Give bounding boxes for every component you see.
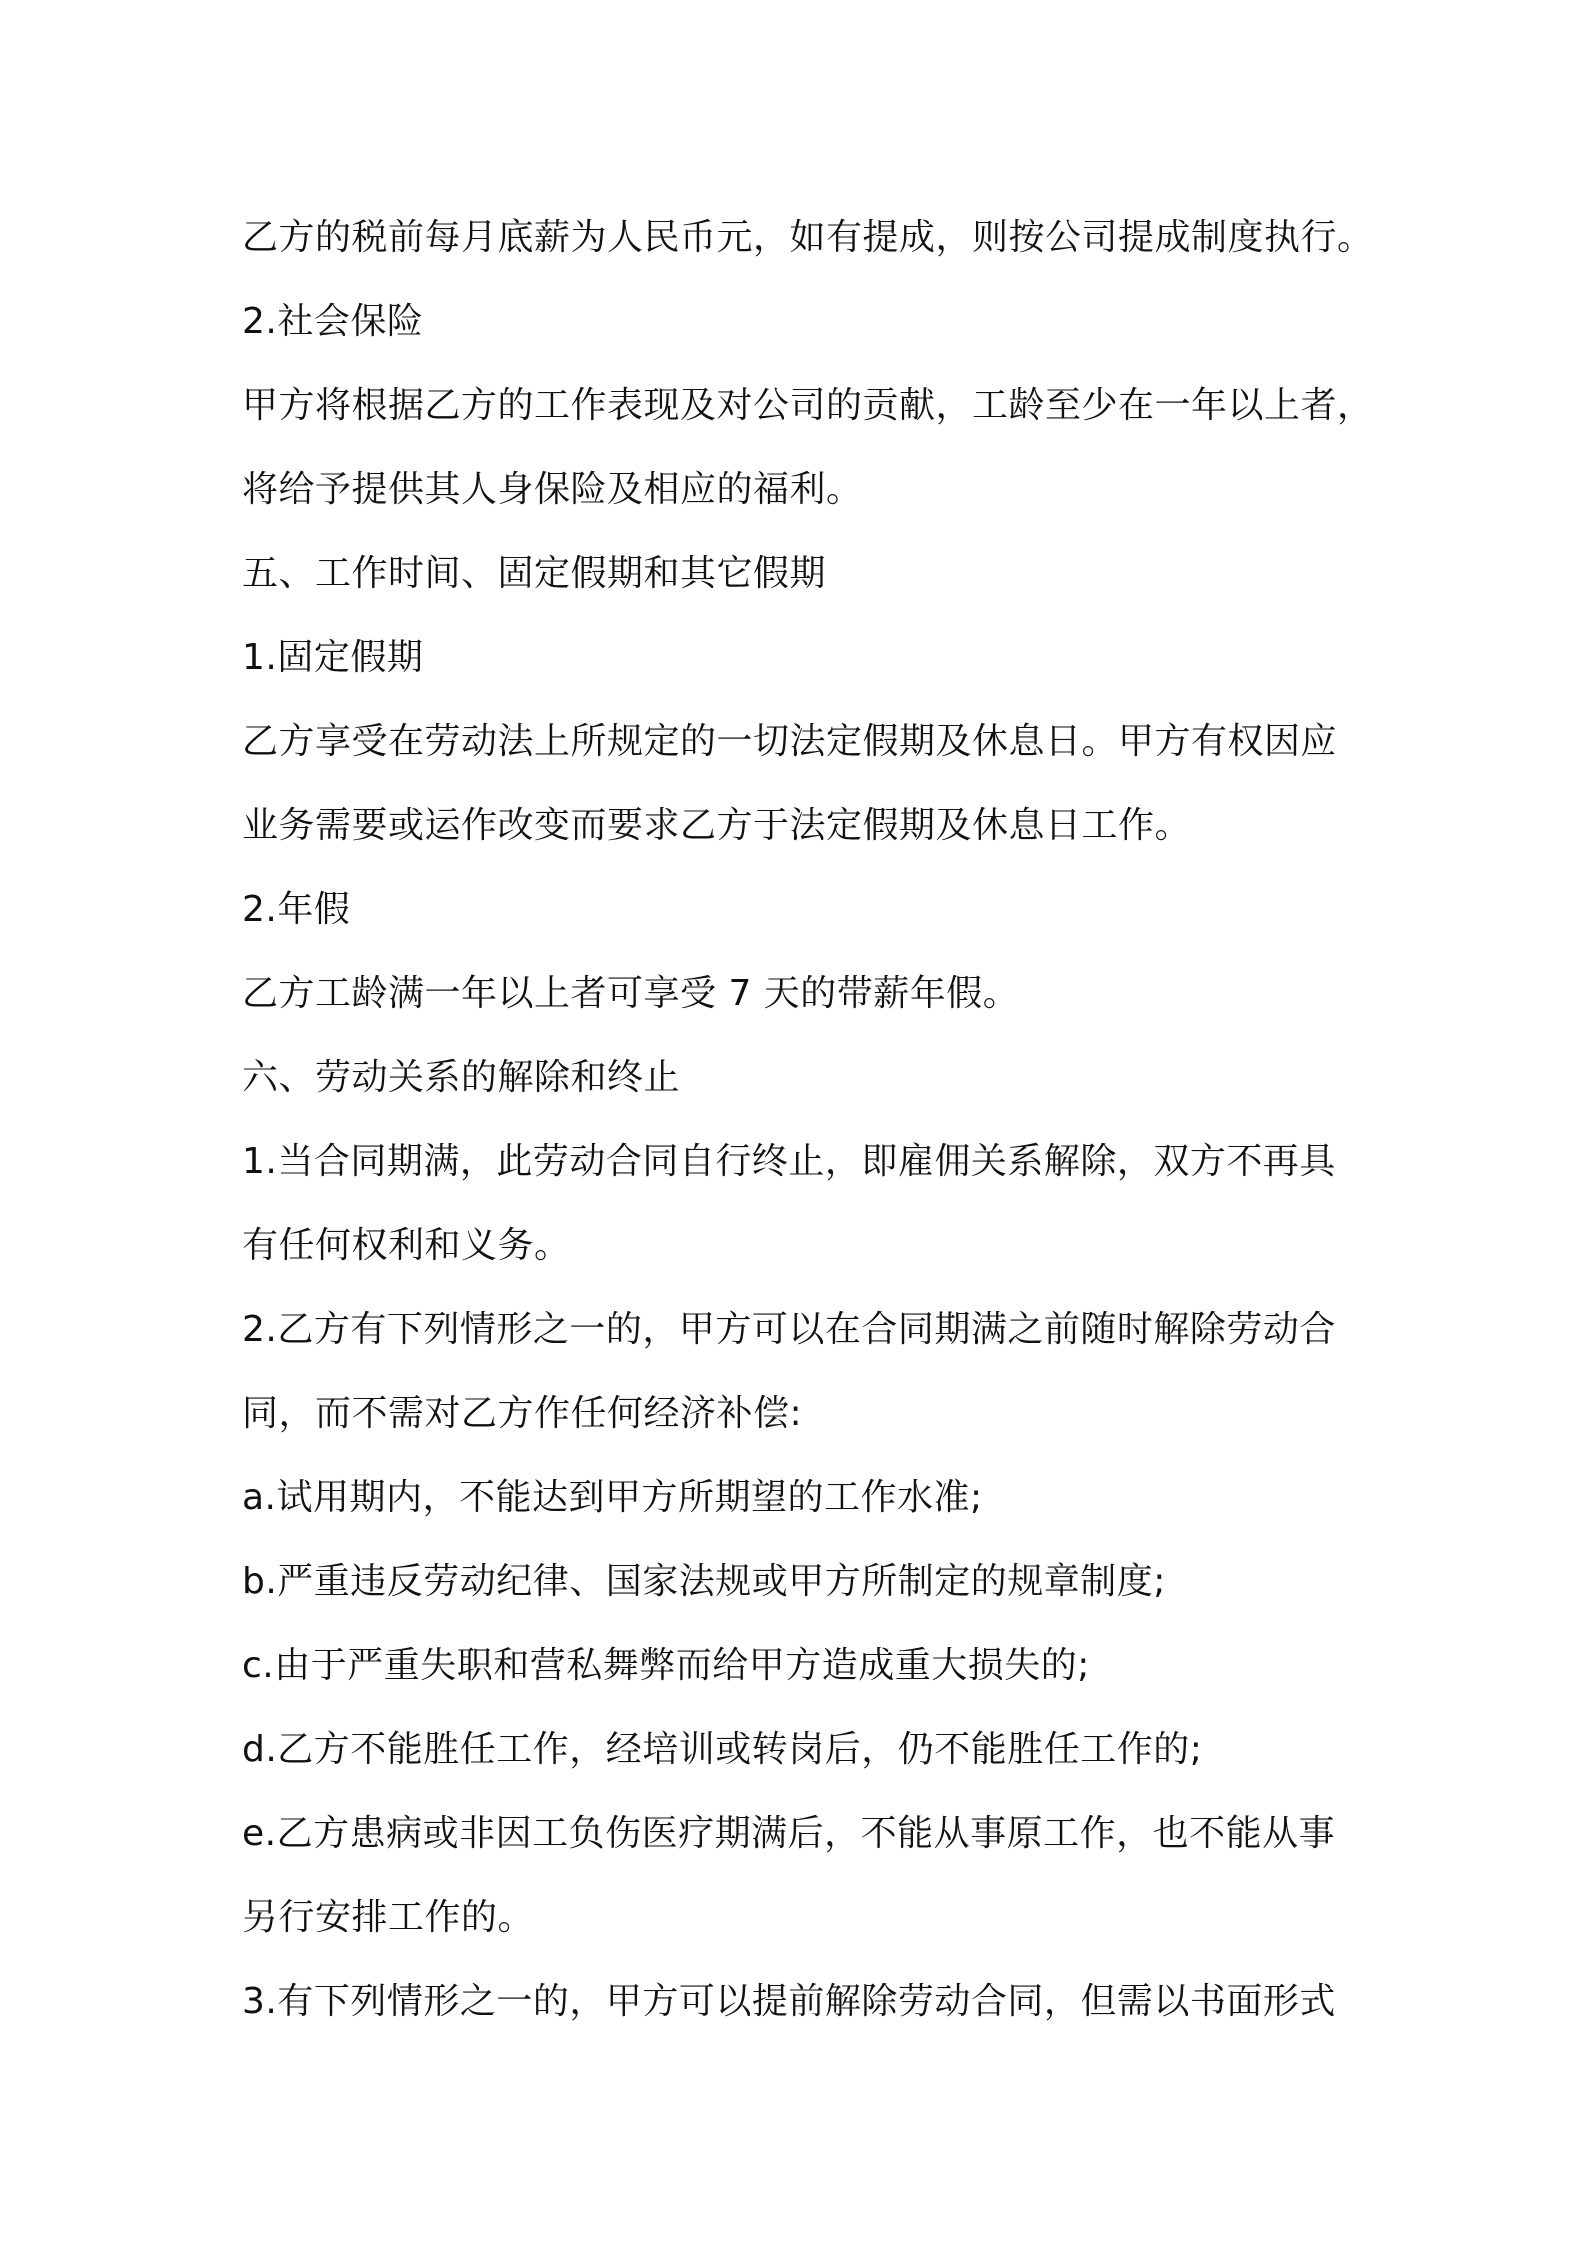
text-line: 乙方的税前每月底薪为人民币元，如有提成，则按公司提成制度执行。 [242,217,1374,258]
text-line: 1.当合同期满，此劳动合同自行终止，即雇佣关系解除，双方不再具 [242,1141,1336,1182]
chapter-heading: 六、劳动关系的解除和终止 [242,1057,681,1098]
section-heading: 1.固定假期 [242,637,424,678]
list-item: c.由于严重失职和营私舞弊而给甲方造成重大损失的; [242,1645,1090,1686]
text-line: 2.乙方有下列情形之一的，甲方可以在合同期满之前随时解除劳动合 [242,1309,1336,1350]
chapter-heading: 五、工作时间、固定假期和其它假期 [242,553,827,594]
text-line: 另行安排工作的。 [242,1897,535,1938]
text-line: 甲方将根据乙方的工作表现及对公司的贡献，工龄至少在一年以上者， [242,385,1374,426]
section-heading: 2.社会保险 [242,301,424,342]
section-heading: 2.年假 [242,889,351,930]
list-item: d.乙方不能胜任工作，经培训或转岗后，仍不能胜任工作的; [242,1729,1203,1770]
text-line: 有任何权利和义务。 [242,1225,571,1266]
text-line: 将给予提供其人身保险及相应的福利。 [242,469,863,510]
text-line: 业务需要或运作改变而要求乙方于法定假期及休息日工作。 [242,805,1192,846]
list-item: a.试用期内，不能达到甲方所期望的工作水准; [242,1477,983,1518]
text-line: 乙方工龄满一年以上者可享受 7 天的带薪年假。 [242,973,1020,1014]
text-line: 3.有下列情形之一的，甲方可以提前解除劳动合同，但需以书面形式 [242,1981,1336,2022]
contract-text-body [242,196,1382,2044]
list-item: b.严重违反劳动纪律、国家法规或甲方所制定的规章制度; [242,1561,1166,1602]
text-line: 乙方享受在劳动法上所规定的一切法定假期及休息日。甲方有权因应 [242,721,1338,762]
text-line: 同，而不需对乙方作任何经济补偿: [242,1393,803,1434]
list-item: e.乙方患病或非因工负伤医疗期满后，不能从事原工作，也不能从事 [242,1813,1336,1854]
